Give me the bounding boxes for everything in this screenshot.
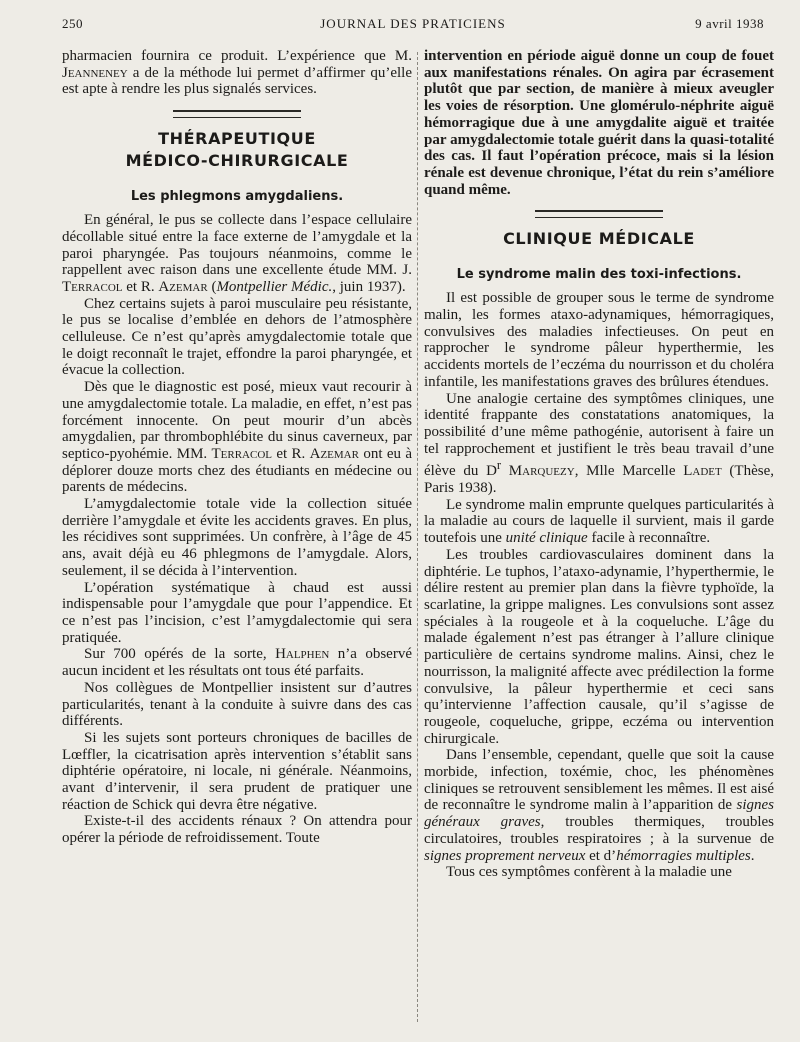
paragraph: Si les sujets sont porteurs chroniques de bacilles de Lœffler, la cicatrisation après intervention s’établit sans diphtérie opératoire, ni locale, ni générale. Néanmoins, avant d’intervenir, il sera prudent de pratiquer une réaction de Schick qui devra être négative. bbox=[62, 729, 412, 813]
paragraph: Sur 700 opérés de la sorte, Halphen n’a observé aucun incident et les résultats ont tous été parfaits. bbox=[62, 646, 412, 680]
paragraph: Dans l’ensemble, cependant, quelle que soit la cause morbide, infection, toxémie, choc, les phénomènes cliniques se retrouvent sensiblement les mêmes. Il est aisé de reconnaître le syndrome malin à l’apparition de signes généraux graves, troubles thermiques, troubles circulatoires, troubles respiratoires ; à la survenue de signes proprement nerveux et d’hémorragies multiples. bbox=[424, 747, 774, 864]
paragraph: En général, le pus se collecte dans l’espace cellulaire décollable situé entre la face externe de l’amygdale et la paroi pharyngée. Pas toujours néanmoins, comme le rappellent avec raison dans une excellente étude MM. J. Terracol et R. Azemar (Montpellier Médic., juin 1937). bbox=[62, 212, 412, 295]
paragraph: Dès que le diagnostic est posé, mieux vaut recourir à une amygdalectomie totale. La maladie, en effet, n’est pas forcément innocente. On peut mourir d’un abcès amygdalien, par thrombophlébite du sinus caverneux, par septico-pyohémie. MM. Terracol et R. Azemar ont eu à déplorer douze morts chez des étudiants en médecine ou parents de médecins. bbox=[62, 379, 412, 496]
right-column bbox=[424, 48, 774, 881]
section-rule bbox=[173, 110, 301, 118]
paragraph: Une analogie certaine des symptômes cliniques, une identité frappante des constatations anatomiques, la possibilité d’une même pathogénie, autorisent à faire un tel rapprochement et justifient le très beau travail d’une élève du $D^r$ Marquezy, Mlle Marcelle Ladet (Thèse, Paris 1938). bbox=[424, 390, 774, 497]
section-title: THÉRAPEUTIQUE MÉDICO-CHIRURGICALE bbox=[125, 129, 349, 171]
paragraph: Existe-t-il des accidents rénaux ? On attendra pour opérer la période de refroidissement. Toute bbox=[62, 813, 412, 847]
section-rule bbox=[535, 210, 663, 218]
paragraph: Chez certains sujets à paroi musculaire peu résistante, le pus se localise d’emblée en dehors de l’atmosphère celluleuse. Ce n’est qu’après amygdalectomie totale que le doigt reconnaît le trajet, effondre la paroi pharyngée, et évacue la collection. bbox=[62, 295, 412, 379]
continued-paragraph: intervention en période aiguë donne un coup de fouet aux manifestations rénales. On agira par écrasement plutôt que par section, de manière à mieux aveugler les voies de résorption. Une glomérulo-néphrite aiguë hémorragique due à une amygdalite aiguë et traitée par amygdalectomie totale guérit dans la quasi-totalité des cas. Il faut l’opération précoce, mais si la lésion rénale est devenue chronique, l’état du rein s’améliore quand même. bbox=[424, 48, 774, 198]
journal-title: JOURNAL DES PRATICIENS bbox=[320, 16, 506, 31]
article-title: Les phlegmons amygdaliens. bbox=[130, 189, 344, 205]
continued-paragraph: pharmacien fournira ce produit. L’expérience que M. Jeanneney a de la méthode lui permet d’affirmer qu’elle est apte à rendre les plus signalés services. bbox=[62, 48, 412, 98]
paragraph: Le syndrome malin emprunte quelques particularités à la maladie au cours de laquelle il survient, mais il garde toutefois une unité clinique facile à reconnaître. bbox=[424, 496, 774, 547]
page-number: 250 bbox=[62, 16, 83, 31]
paragraph: Il est possible de grouper sous le terme de syndrome malin, les formes ataxo-adynamiques, hémorragiques, convulsives des maladies infectieuses. On peut en rapprocher le syndrome pâleur hyperthermie, les accidents mortels de l’eczéma du nourrisson et du choléra infantile, les manifestations graves des brûlures étendues. bbox=[424, 290, 774, 390]
paragraph: Les troubles cardiovasculaires dominent dans la diphtérie. Le tuphos, l’ataxo-adynamie, l’hyperthermie, le délire restent au premier plan dans la fièvre typhoïde, la scarlatine, la grippe malignes. Les convulsions sont assez spéciales à la rougeole et à la coqueluche. L’âge du malade également n’est pas étranger à l’allure clinique particulière de certains syndrome malins. Ainsi, chez le nourrisson, la malignité affecte avec prédilection la forme convulsive, la pâleur hyperthermie et ceci sans qu’intervienne l’affection causale, qu’il s’agisse de rougeole, coqueluche, grippe, eczéma ou intervention chirurgicale. bbox=[424, 546, 774, 747]
article-title: Le syndrome malin des toxi-infections. bbox=[456, 267, 742, 283]
paragraph: Tous ces symptômes confèrent à la maladie une bbox=[446, 864, 732, 881]
left-column bbox=[62, 48, 412, 847]
author-name: Jeanneney bbox=[62, 64, 128, 81]
section-title: CLINIQUE MÉDICALE bbox=[503, 229, 695, 249]
paragraph: Nos collègues de Montpellier insistent sur d’autres particularités, tenant à la conduite à suivre dans des cas différents. bbox=[62, 679, 412, 730]
paragraph: L’opération systématique à chaud est aussi indispensable pour l’amygdale que pour l’appendice. Et ce n’est pas l’incision, c’est l’amygdalectomie qui sera pratiquée. bbox=[62, 579, 412, 646]
column-divider bbox=[417, 52, 419, 1022]
issue-date: 9 avril 1938 bbox=[695, 16, 764, 31]
running-header bbox=[62, 16, 764, 36]
paragraph: L’amygdalectomie totale vide la collection située derrière l’amygdale et évite les accidents graves. En plus, les récidives sont supprimées. Un confrère, à l’âge de 45 ans, avait déjà eu 46 phlegmons de l’amygdale. Alors, seulement, il se décida à l’intervention. bbox=[62, 496, 412, 579]
